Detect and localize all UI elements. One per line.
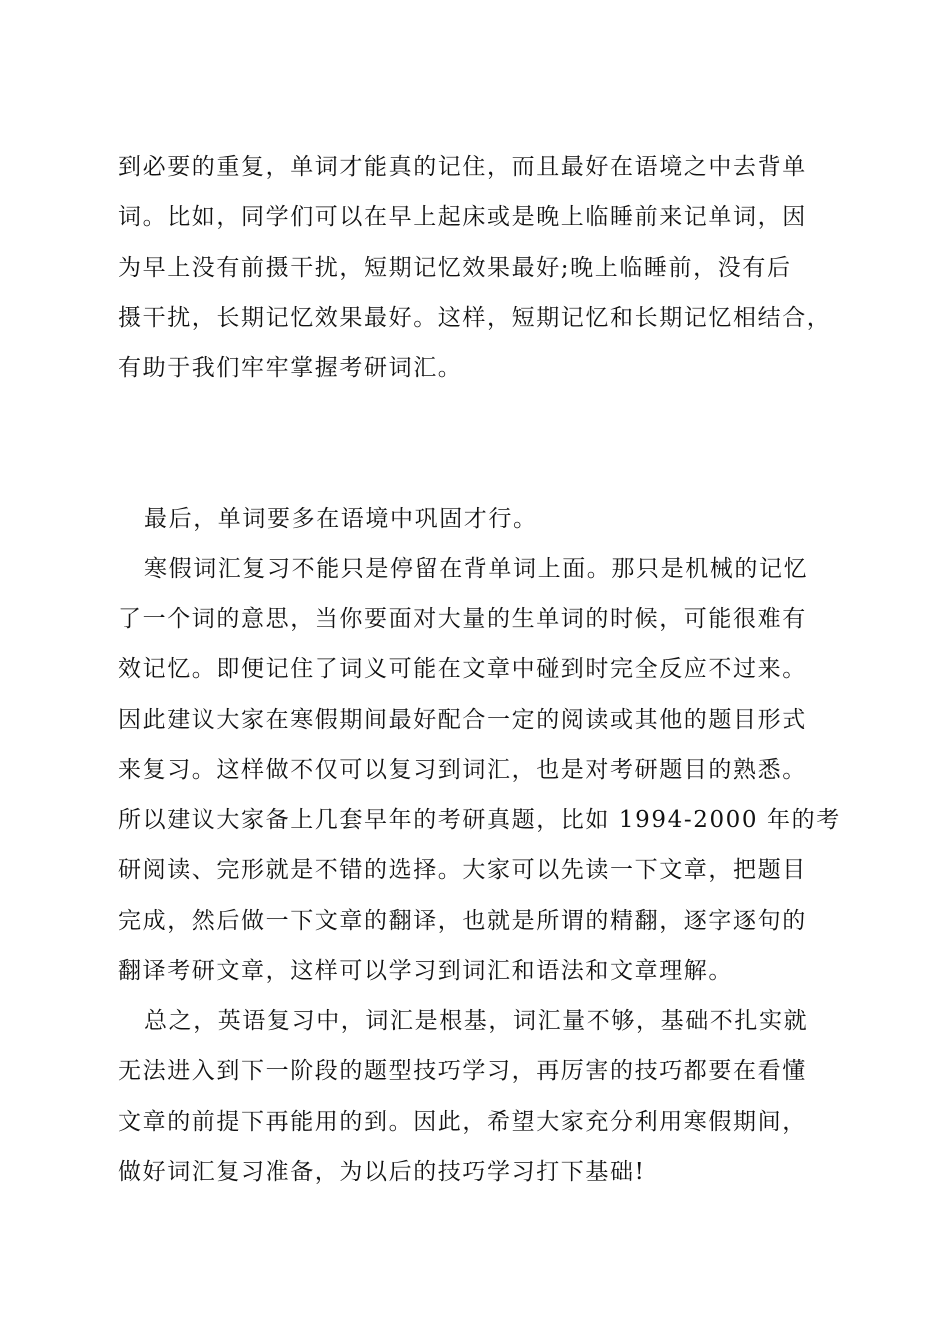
paragraph-line: 了一个词的意思，当你要面对大量的生单词的时候，可能很难有: [118, 606, 807, 632]
paragraph-line: 所以建议大家备上几套早年的考研真题，比如 1994-2000 年的考: [118, 807, 841, 833]
paragraph-line: 最后，单词要多在语境中巩固才行。: [144, 506, 538, 532]
paragraph-line: 总之，英语复习中，词汇是根基，词汇量不够，基础不扎实就: [144, 1008, 809, 1034]
paragraph-line: 因此建议大家在寒假期间最好配合一定的阅读或其他的题目形式: [118, 707, 807, 733]
paragraph-line: 来复习。这样做不仅可以复习到词汇，也是对考研题目的熟悉。: [118, 757, 807, 783]
paragraph-line: 寒假词汇复习不能只是停留在背单词上面。那只是机械的记忆: [144, 556, 809, 582]
paragraph-line: 到必要的重复，单词才能真的记住，而且最好在语境之中去背单: [118, 154, 807, 180]
paragraph-line: 有助于我们牢牢掌握考研词汇。: [118, 355, 463, 381]
paragraph-line: 为早上没有前摄干扰，短期记忆效果最好;晚上临睡前，没有后: [118, 255, 792, 281]
paragraph-line: 摄干扰，长期记忆效果最好。这样，短期记忆和长期记忆相结合，: [118, 305, 832, 331]
paragraph-line: 词。比如，同学们可以在早上起床或是晚上临睡前来记单词，因: [118, 204, 807, 230]
paragraph-line: 完成，然后做一下文章的翻译，也就是所谓的精翻，逐字逐句的: [118, 908, 807, 934]
paragraph-line: 效记忆。即便记住了词义可能在文章中碰到时完全反应不过来。: [118, 656, 807, 682]
paragraph-line: 无法进入到下一阶段的题型技巧学习，再厉害的技巧都要在看懂: [118, 1058, 807, 1084]
paragraph-line: 做好词汇复习准备，为以后的技巧学习打下基础!: [118, 1159, 646, 1185]
paragraph-line: 研阅读、完形就是不错的选择。大家可以先读一下文章，把题目: [118, 857, 807, 883]
paragraph-line: 文章的前提下再能用的到。因此，希望大家充分利用寒假期间，: [118, 1109, 807, 1135]
paragraph-line: 翻译考研文章，这样可以学习到词汇和语法和文章理解。: [118, 958, 733, 984]
